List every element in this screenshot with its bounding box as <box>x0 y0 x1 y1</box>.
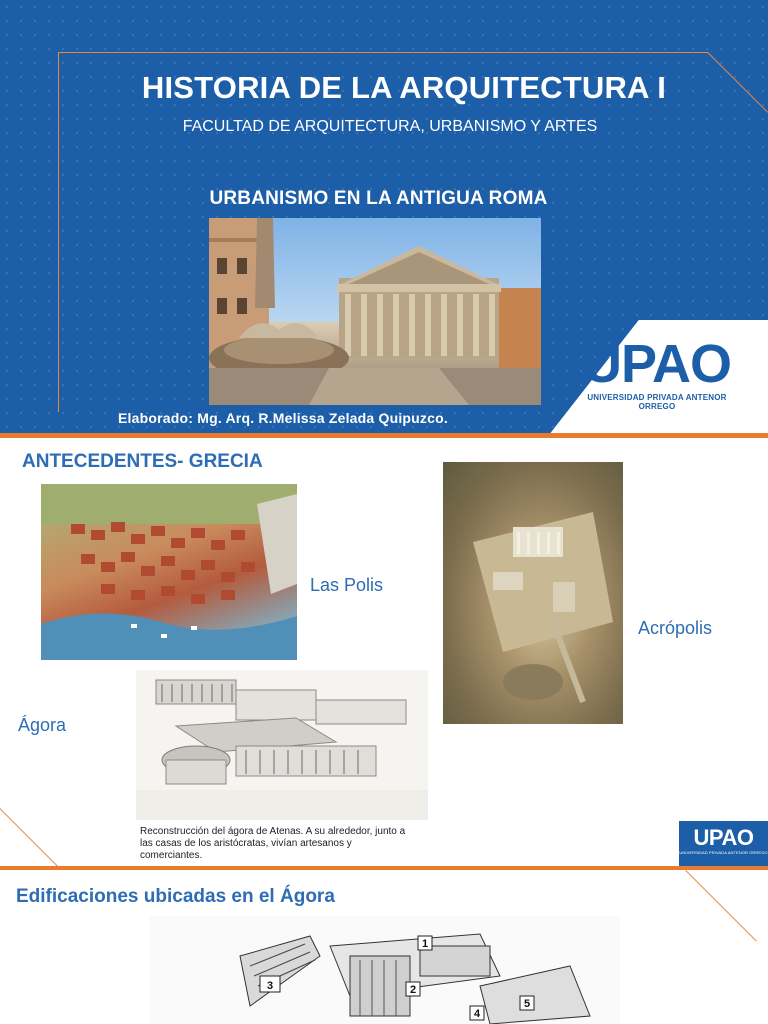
logo-mark: UPAO <box>693 825 754 850</box>
acropolis-illustration <box>443 462 623 724</box>
plan-marker: 4 <box>473 1008 481 1020</box>
agora-illustration <box>136 670 428 820</box>
label-polis: Las Polis <box>310 575 384 595</box>
plan-marker: 2 <box>409 984 417 996</box>
pantheon-illustration <box>209 218 541 405</box>
acropolis-drawing <box>443 462 623 724</box>
faculty-name: FACULTAD DE ARQUITECTURA, URBANISMO Y ARTES <box>182 118 598 135</box>
course-title: HISTORIA DE LA ARQUITECTURA I <box>141 70 667 105</box>
upao-logo-small <box>679 821 768 866</box>
polis-city-drawing <box>41 484 297 660</box>
plan-marker: 3 <box>266 980 274 992</box>
plan-marker: 5 <box>523 998 531 1010</box>
frame-line <box>58 52 708 53</box>
logo-university-name: UNIVERSIDAD PRIVADA ANTENOR ORREGO <box>587 393 727 411</box>
agora-caption: Reconstrucción del ágora de Atenas. A su alrededor, junto a las casas de los aristócratas, vivían artesanos y comerciantes. <box>140 826 406 861</box>
author-credit: Elaborado: Mg. Arq. R.Melissa Zelada Quipuzco. <box>118 410 448 426</box>
upao-logo <box>572 335 742 411</box>
polis-illustration <box>41 484 297 660</box>
label-agora: Ágora <box>18 715 67 735</box>
lesson-topic: URBANISMO EN LA ANTIGUA ROMA <box>209 188 548 209</box>
greece-background-slide <box>0 438 768 866</box>
logo-university-name: UNIVERSIDAD PRIVADA ANTENOR ORREGO <box>679 850 768 855</box>
agora-buildings-drawing <box>150 916 620 1024</box>
frame-line <box>58 52 59 412</box>
label-acropolis: Acrópolis <box>638 618 713 638</box>
frame-line <box>0 808 78 866</box>
slide-heading: Edificaciones ubicadas en el Ágora <box>16 886 335 907</box>
logo-mark: UPAO <box>582 334 731 394</box>
plan-marker: 1 <box>421 938 429 950</box>
agora-buildings-slide <box>0 870 768 1024</box>
title-slide <box>0 0 768 433</box>
slide-heading: ANTECEDENTES- GRECIA <box>22 451 263 472</box>
frame-line <box>685 870 756 941</box>
pantheon-photo <box>209 218 541 405</box>
agora-reconstruction-drawing <box>136 670 428 820</box>
agora-plan-illustration <box>150 916 620 1024</box>
